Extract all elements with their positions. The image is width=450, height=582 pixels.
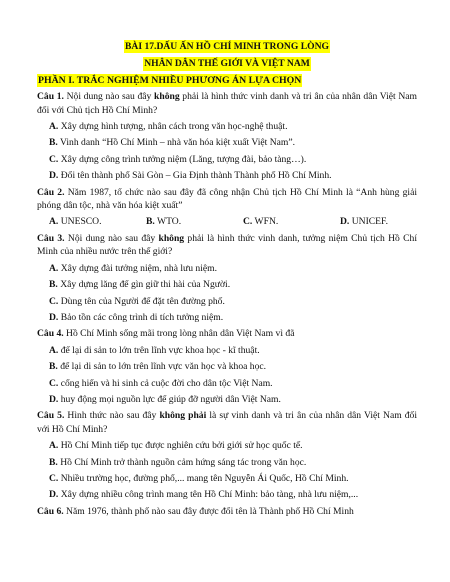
question-emphasis: không (158, 232, 185, 244)
answer-option (37, 393, 417, 406)
question-3 (37, 232, 417, 259)
question-number: Câu 1. (37, 91, 64, 103)
answer-option (37, 153, 417, 166)
answer-option (243, 215, 340, 228)
option-text: Bảo tồn các công trình di tích tưởng niệm. (58, 311, 224, 323)
answer-option (37, 120, 417, 133)
option-text: UNESCO. (58, 216, 102, 228)
option-letter: A. (49, 344, 59, 356)
option-text: Xây dựng hình tượng, nhân cách trong văn học-nghệ thuật. (58, 121, 288, 133)
option-text: Hồ Chí Minh tiếp tục được nghiên cứu bởi giới sử học quốc tế. (58, 440, 303, 452)
option-letter: A. (49, 262, 59, 274)
option-letter: D. (49, 170, 59, 182)
answer-option (37, 456, 417, 469)
option-letter: B. (49, 361, 58, 373)
answer-option (37, 472, 417, 485)
question-text: Năm 1987, tổ chức nào sau đây đã công nhận Chủ tịch Hồ Chí Minh là “Anh hùng giải phóng dân tộc, nhà văn hóa kiệt xuất” (37, 186, 417, 212)
option-letter: B. (49, 279, 58, 291)
answer-option (37, 311, 417, 324)
question-number: Câu 4. (37, 328, 64, 340)
option-text: WTO. (154, 216, 182, 228)
option-letter: A. (49, 121, 59, 133)
question-text: Hình thức nào sau đây (64, 410, 160, 422)
question-emphasis: không (154, 91, 180, 103)
option-text: huy động mọi nguồn lực để giúp đỡ người dân Việt Nam. (58, 393, 281, 405)
option-text: UNICEF. (349, 216, 389, 228)
option-letter: D. (49, 489, 59, 501)
question-text: Năm 1976, thành phố nào sau đây được đổi tên là Thành phố Hồ Chí Minh (63, 505, 354, 517)
answer-option (49, 215, 146, 228)
answer-options-row (37, 215, 417, 228)
option-text: Dùng tên của Người để đặt tên đường phố. (58, 295, 225, 307)
answer-option (37, 344, 417, 357)
option-text: Vinh danh “Hồ Chí Minh – nhà văn hóa kiệt xuất Việt Nam”. (57, 137, 296, 149)
option-letter: B. (146, 216, 155, 228)
question-number: Câu 3. (37, 232, 65, 244)
question-emphasis: không phải (159, 410, 207, 422)
option-letter: A. (49, 440, 59, 452)
option-letter: C. (49, 153, 59, 165)
question-text: Nội dung nào sau đây (64, 232, 159, 244)
option-text: WFN. (252, 216, 279, 228)
answer-option (37, 136, 417, 149)
question-4 (37, 327, 417, 340)
option-text: Hồ Chí Minh trở thành nguồn cảm hứng sáng tác trong văn học. (57, 456, 307, 468)
question-text: Nội dung nào sau đây (63, 91, 155, 103)
option-letter: D. (49, 393, 59, 405)
option-text: để lại di sản to lớn trên lĩnh vực văn học và khoa học. (57, 361, 267, 373)
answer-option (37, 488, 417, 501)
question-5 (37, 409, 417, 436)
lesson-title-line-2: NHÂN DÂN THẾ GIỚI VÀ VIỆT NAM (144, 58, 310, 70)
lesson-title-line-1: BÀI 17.DẤU ẤN HỒ CHÍ MINH TRONG LÒNG (125, 41, 329, 52)
option-text: Nhiều trường học, đường phố,... mang tên Nguyễn Ái Quốc, Hồ Chí Minh. (58, 472, 349, 484)
question-6 (37, 505, 417, 518)
question-number: Câu 6. (37, 505, 64, 517)
option-text: cống hiến và hi sinh cả cuộc đời cho dân tộc Việt Nam. (58, 377, 273, 389)
option-letter: D. (49, 311, 59, 323)
part-heading: PHẦN I. TRẮC NGHIỆM NHIỀU PHƯƠNG ÁN LỰA CHỌN (38, 74, 302, 86)
option-text: Đổi tên thành phố Sài Gòn – Gia Định thành Thành phố Hồ Chí Minh. (58, 170, 332, 182)
option-letter: C. (243, 216, 253, 228)
question-text-rest: phải là hình thức vinh danh, tưởng niệm Chủ tịch Hồ Chí Minh của nhiều nước trên thế giới? (37, 232, 418, 258)
option-letter: C. (49, 472, 59, 484)
answer-option (146, 215, 243, 228)
option-letter: D. (340, 216, 350, 228)
question-number: Câu 2. (37, 186, 65, 198)
answer-option (37, 169, 417, 182)
answer-option (37, 377, 417, 390)
option-text: Xây dựng lăng để gìn giữ thi hài của Người. (57, 279, 231, 291)
option-letter: B. (49, 137, 58, 149)
question-2 (37, 186, 417, 213)
answer-option (37, 262, 417, 275)
question-number: Câu 5. (37, 410, 65, 422)
question-1 (37, 90, 417, 117)
question-text-rest: là sự vinh danh và tri ân của nhân dân Việt Nam đối với Hồ Chí Minh? (37, 410, 418, 435)
option-text: để lại di sản to lớn trên lĩnh vực khoa học - kĩ thuật. (58, 344, 260, 356)
question-text-rest: phải là hình thức vinh danh và tri ân của nhân dân Việt Nam đối với Chủ tịch Hồ Chí Minh? (37, 91, 417, 116)
option-text: Xây dựng nhiều công trình mang tên Hồ Chí Minh: bảo tàng, nhà lưu niệm,... (58, 489, 359, 501)
lesson-title (37, 40, 417, 71)
option-letter: B. (49, 456, 58, 468)
answer-option (340, 215, 388, 228)
answer-option (37, 439, 417, 452)
answer-option (37, 278, 417, 291)
answer-option (37, 360, 417, 373)
answer-option (37, 295, 417, 308)
option-letter: C. (49, 295, 59, 307)
option-text: Xây dựng đài tưởng niệm, nhà lưu niệm. (58, 262, 218, 274)
option-text: Xây dựng công trình tưởng niệm (Lăng, tượng đài, bảo tàng…). (58, 153, 307, 165)
question-text: Hồ Chí Minh sống mãi trong lòng nhân dân Việt Nam vì đã (63, 328, 295, 340)
option-letter: C. (49, 377, 59, 389)
option-letter: A. (49, 216, 59, 228)
